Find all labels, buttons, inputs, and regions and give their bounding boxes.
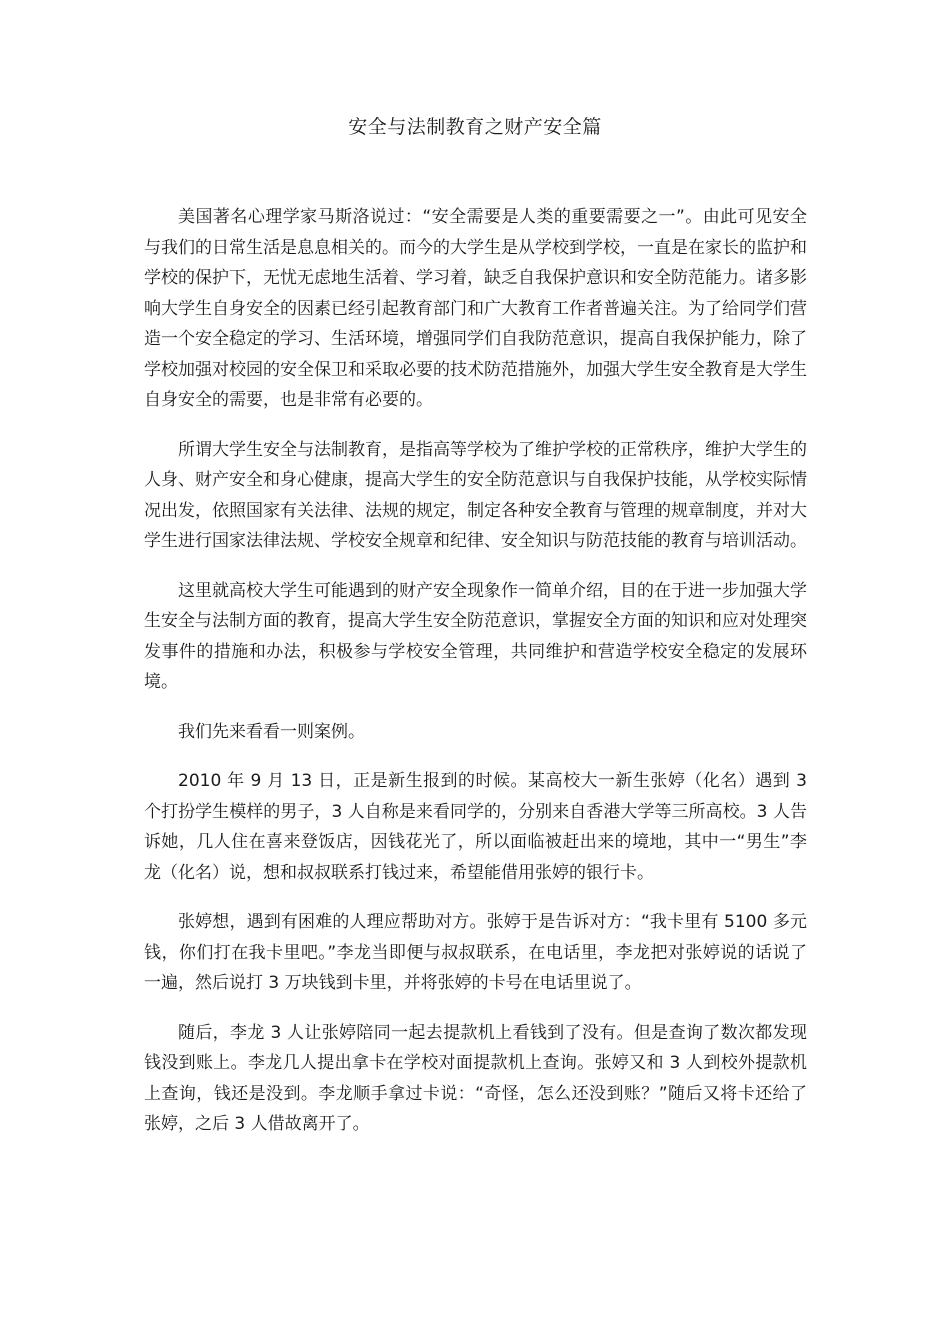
paragraph-4: 我们先来看看一则案例。 xyxy=(178,721,365,742)
paragraph-5: 2010 年 9 月 13 日，正是新生报到的时候。某高校大一新生张婷（化名）遇到 3 个打扮学生模样的男子，3 人自称是来看同学的，分别来自香港大学等三所高校。3 人告诉她，几人住在喜来登饭店，因钱花光了，所以面临被赶出来的境地，其中一“男生”李龙（化名）说，想和叔叔联系打钱过来，希望能借用张婷的银行卡。 xyxy=(144,771,807,883)
paragraph-3: 这里就高校大学生可能遇到的财产安全现象作一简单介绍，目的在于进一步加强大学生安全与法制方面的教育，提高大学生安全防范意识，掌握安全方面的知识和应对处理突发事件的措施和办法，积极参与学校安全管理，共同维护和营造学校安全稳定的发展环境。 xyxy=(144,580,807,692)
paragraph-1: 美国著名心理学家马斯洛说过：“安全需要是人类的重要需要之一”。由此可见安全与我们的日常生活是息息相关的。而今的大学生是从学校到学校，一直是在家长的监护和学校的保护下，无忧无虑地生活着、学习着，缺乏自我保护意识和安全防范能力。诸多影响大学生自身安全的因素已经引起教育部门和广大教育工作者普遍关注。为了给同学们营造一个安全稳定的学习、生活环境，增强同学们自我防范意识，提高自我保护能力，除了学校加强对校园的安全保卫和采取必要的技术防范措施外，加强大学生安全教育是大学生自身安全的需要，也是非常有必要的。 xyxy=(144,207,807,410)
document-title: 安全与法制教育之财产安全篇 xyxy=(348,116,602,138)
paragraph-6: 张婷想，遇到有困难的人理应帮助对方。张婷于是告诉对方：“我卡里有 5100 多元钱，你们打在我卡里吧。”李龙当即便与叔叔联系，在电话里，李龙把对张婷说的话说了一遍，然后说打 3 万块钱到卡里，并将张婷的卡号在电话里说了。 xyxy=(144,912,807,993)
document-body xyxy=(144,202,807,1159)
paragraph-7: 随后，李龙 3 人让张婷陪同一起去提款机上看钱到了没有。但是查询了数次都发现钱没到账上。李龙几人提出拿卡在学校对面提款机上查询。张婷又和 3 人到校外提款机上查询，钱还是没到。李龙顺手拿过卡说：“奇怪，怎么还没到账？”随后又将卡还给了张婷，之后 3 人借故离开了。 xyxy=(144,1022,807,1134)
paragraph-2: 所谓大学生安全与法制教育，是指高等学校为了维护学校的正常秩序，维护大学生的人身、财产安全和身心健康，提高大学生的安全防范意识与自我保护技能，从学校实际情况出发，依照国家有关法律、法规的规定，制定各种安全教育与管理的规章制度，并对大学生进行国家法律法规、学校安全规章和纪律、安全知识与防范技能的教育与培训活动。 xyxy=(144,439,807,551)
